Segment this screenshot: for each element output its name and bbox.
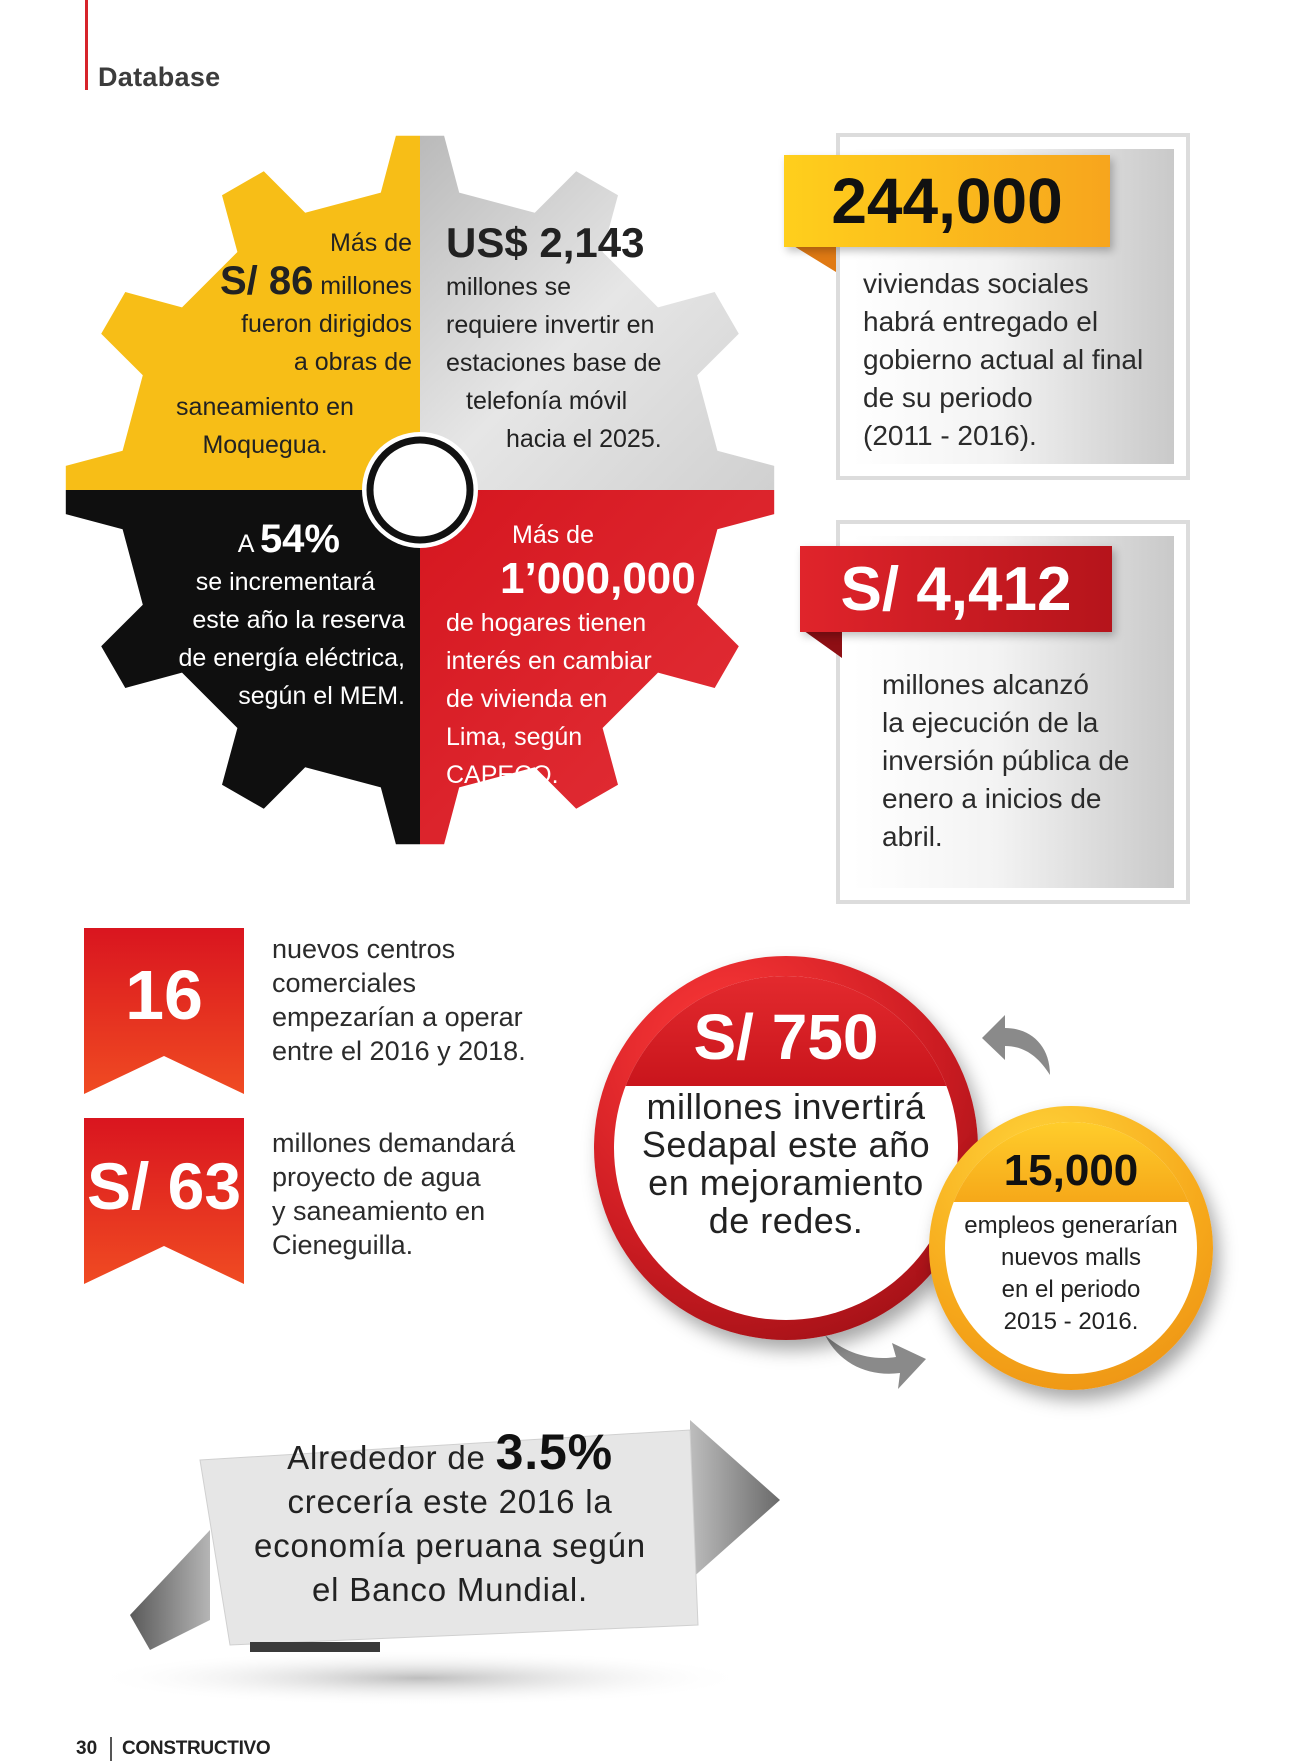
- footer-divider: [110, 1737, 112, 1761]
- gear-q1-tail: [150, 388, 380, 464]
- malls-line: entre el 2016 y 2018.: [272, 1036, 526, 1066]
- curved-arrow-icon: [820, 1325, 930, 1405]
- gear-q1-text: [180, 224, 412, 381]
- gear-q4-line: de vivienda en: [446, 685, 608, 713]
- malls-line: nuevos centros: [272, 934, 456, 964]
- water-description: [272, 1126, 592, 1262]
- gear-q4-text: [446, 516, 696, 794]
- housing-line: viviendas sociales: [863, 268, 1089, 299]
- gear-q4-prefix: Más de: [512, 521, 594, 549]
- economy-line: crecería este 2016 la: [287, 1483, 613, 1520]
- magazine-name: CONSTRUCTIVO: [122, 1738, 271, 1759]
- gear-q1-unit: millones: [320, 272, 412, 300]
- gear-q2-value: US$ 2,143: [446, 219, 645, 266]
- investment-value: S/ 4,412: [840, 554, 1072, 624]
- gear-q3-prefix: A: [237, 530, 253, 558]
- gear-q1-value: S/ 86: [219, 259, 314, 303]
- page-number: 30: [76, 1738, 98, 1759]
- investment-ribbon-fold: [800, 628, 846, 662]
- water-line: proyecto de agua: [272, 1162, 481, 1192]
- malls-line: empezarían a operar: [272, 1002, 523, 1032]
- economy-value: 3.5%: [495, 1424, 613, 1480]
- gear-q4-line: de hogares tienen: [446, 609, 647, 637]
- gear-q3-line: según el MEM.: [238, 682, 405, 710]
- malls-description: [272, 932, 592, 1068]
- jobs-description: [929, 1210, 1213, 1338]
- jobs-line: nuevos malls: [1000, 1244, 1142, 1271]
- housing-value: 244,000: [831, 165, 1063, 237]
- malls-line: comerciales: [272, 968, 417, 998]
- gear-q1-line: saneamiento en: [176, 393, 354, 421]
- investment-line: inversión pública de: [882, 745, 1130, 776]
- investment-line: enero a inicios de: [882, 783, 1102, 814]
- economy-prefix: Alrededor de: [287, 1439, 486, 1476]
- gear-q2-line: requiere invertir en: [446, 311, 655, 339]
- jobs-line: 2015 - 2016.: [1003, 1308, 1139, 1335]
- jobs-line: empleos generarían: [964, 1212, 1178, 1239]
- housing-line: de su periodo: [863, 382, 1033, 413]
- water-value: S/ 63: [86, 1149, 242, 1223]
- gear-q2-line: hacia el 2025.: [506, 425, 662, 453]
- gear-q3-line: este año la reserva: [192, 606, 405, 634]
- investment-description: [882, 666, 1172, 856]
- gear-q3-value: 54%: [259, 517, 340, 561]
- investment-line: millones alcanzó: [882, 669, 1089, 700]
- gear-q3-line: se incrementará: [195, 568, 375, 596]
- water-line: Cieneguilla.: [272, 1230, 414, 1260]
- gear-q2-line: telefonía móvil: [466, 387, 628, 415]
- gear-q1-prefix: Más de: [330, 229, 412, 257]
- investment-line: la ejecución de la: [882, 707, 1099, 738]
- jobs-line: en el periodo: [1001, 1276, 1141, 1303]
- housing-line: (2011 - 2016).: [863, 420, 1037, 451]
- investment-line: abril.: [882, 821, 943, 852]
- economy-text: [210, 1424, 690, 1612]
- sedapal-line: en mejoramiento: [648, 1162, 924, 1203]
- curved-arrow-icon: [980, 1010, 1060, 1080]
- header-accent-bar: [85, 0, 88, 90]
- housing-line: habrá entregado el: [863, 306, 1099, 337]
- gear-q2-line: millones se: [446, 273, 572, 301]
- sedapal-value: S/ 750: [693, 1001, 879, 1073]
- housing-description: [863, 265, 1173, 455]
- investment-value-ribbon: [800, 546, 1112, 632]
- water-line: y saneamiento en: [272, 1196, 486, 1226]
- malls-value: 16: [125, 956, 203, 1034]
- housing-value-ribbon: [784, 155, 1110, 247]
- economy-line: economía peruana según: [254, 1527, 646, 1564]
- economy-line: el Banco Mundial.: [312, 1571, 588, 1608]
- gear-q2-line: estaciones base de: [446, 349, 662, 377]
- sedapal-description: [594, 1088, 978, 1240]
- gear-q1-line: fueron dirigidos: [241, 310, 412, 338]
- jobs-value: 15,000: [1003, 1146, 1139, 1195]
- gear-q3-text: [155, 517, 405, 715]
- sedapal-line: de redes.: [708, 1200, 864, 1241]
- sedapal-line: Sedapal este año: [641, 1124, 931, 1165]
- gear-q4-line: CAPECO.: [446, 761, 559, 789]
- gear-q3-line: de energía eléctrica,: [178, 644, 405, 672]
- gear-q4-line: interés en cambiar: [446, 647, 652, 675]
- gear-q4-value: 1’000,000: [500, 554, 696, 603]
- gear-q2-text: [446, 218, 686, 458]
- gear-q1-line: a obras de: [293, 348, 412, 376]
- gear-q4-line: Lima, según: [446, 723, 583, 751]
- section-title: Database: [98, 62, 221, 92]
- sedapal-line: millones invertirá: [646, 1086, 926, 1127]
- gear-q1-line: Moquegua.: [202, 431, 328, 459]
- housing-line: gobierno actual al final: [863, 344, 1144, 375]
- water-line: millones demandará: [272, 1128, 516, 1158]
